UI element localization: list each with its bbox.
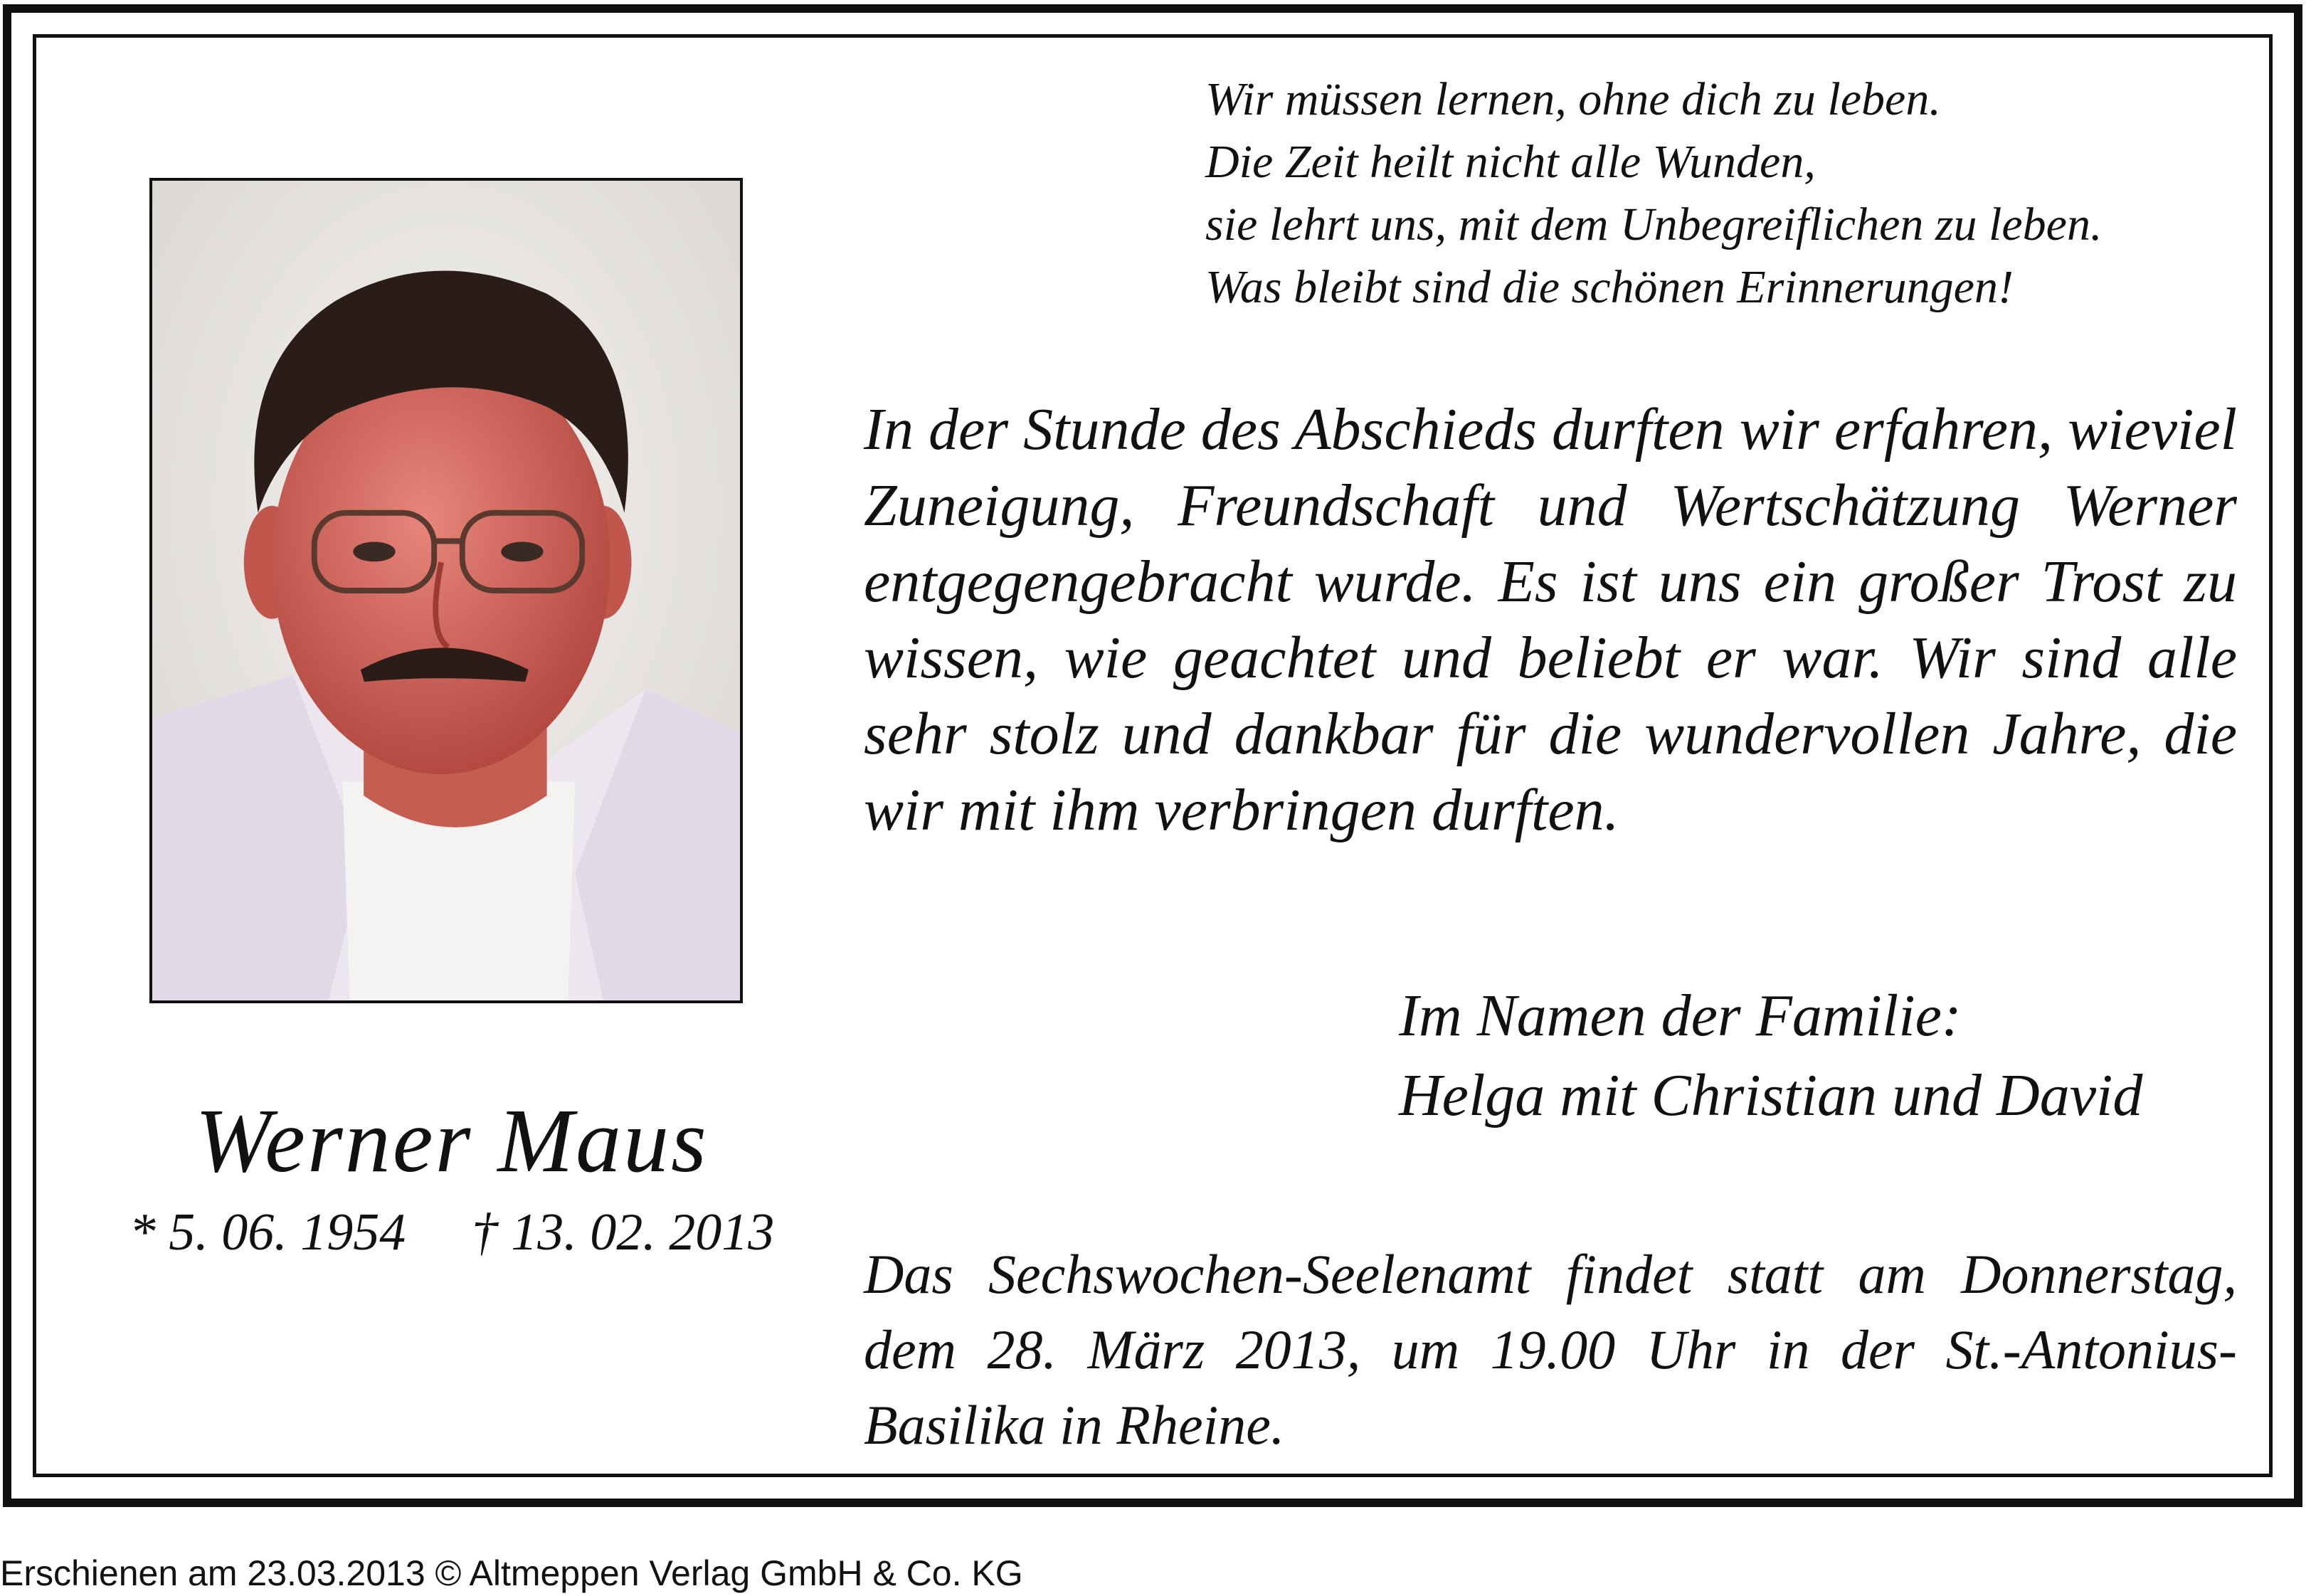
poem-line: Die Zeit heilt nicht alle Wunden, [1205, 136, 1816, 188]
life-dates: * 5. 06. 1954 † 13. 02. 2013 [129, 1203, 775, 1262]
message-paragraph: In der Stunde des Abschieds durften wir erfahren, wieviel Zuneigung, Freundschaft und Wertschätzung Werner entgegengebracht wurde. Es ist uns ein großer Trost zu wissen, wie geachtet und beliebt er war. Wir sind alle sehr stolz und dankbar für die wundervollen Jahre, die wir mit ihm verbringen durften. [864, 396, 2237, 843]
signature-line: Helga mit Christian und David [1399, 1062, 2143, 1129]
poem-line: Wir müssen lernen, ohne dich zu leben. [1205, 73, 1941, 125]
signature [1399, 976, 2253, 1136]
poem-line: Was bleibt sind die schönen Erinnerungen! [1205, 261, 2014, 313]
portrait-photo [149, 178, 743, 1003]
signature-line: Im Namen der Familie: [1399, 983, 1962, 1049]
portrait-illustration [152, 181, 740, 1000]
poem [1205, 68, 2237, 319]
deceased-name: Werner Maus [195, 1090, 709, 1191]
publication-footer: Erschienen am 23.03.2013 © Altmeppen Verlag GmbH & Co. KG [0, 1553, 1023, 1593]
poem-line: sie lehrt uns, mit dem Unbegreiflichen zu leben. [1205, 199, 2103, 250]
service-announcement: Das Sechswochen-Seelenamt findet statt am Donnerstag, dem 28. März 2013, um 19.00 Uhr in der St.-Antonius-Basilika in Rheine. [864, 1243, 2237, 1456]
